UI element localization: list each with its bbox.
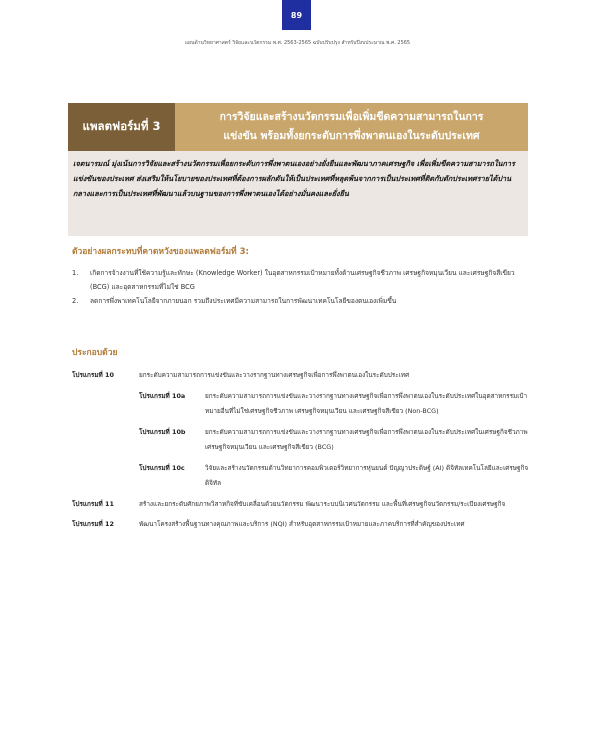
- intent-box: [68, 151, 528, 236]
- program-description: ยกระดับความสามารถการแข่งขันและวางรากฐานทางเศรษฐกิจเพื่อการพึ่งพาตนเองในระดับประเทศในอุตสาหกรรมเป้าหมายอื่นที่ไม่ใช่เศรษฐกิจชีวภาพ เศรษฐกิจหมุนเวียน และเศรษฐกิจสีเขียว (Non-BCG): [205, 391, 528, 415]
- sub-program-row: [72, 461, 532, 492]
- outcome-number: 2.: [72, 297, 79, 305]
- outcome-number: 1.: [72, 269, 79, 277]
- sub-program-row: [72, 425, 532, 456]
- outcome-list: [72, 266, 532, 308]
- program-description: ยกระดับความสามารถการแข่งขันและวางรากฐานทางเศรษฐกิจเพื่อการพึ่งพาตนเองในระดับประเทศในเศรษฐกิจชีวภาพ เศรษฐกิจหมุนเวียน และเศรษฐกิจสีเขียว (BCG): [205, 427, 528, 451]
- program-row: [72, 368, 532, 384]
- program-name: โปรแกรมที่ 10c: [139, 463, 185, 472]
- page-number-badge: [282, 0, 311, 30]
- program-name: โปรแกรมที่ 11: [72, 499, 114, 508]
- outcomes-heading: ตัวอย่างผลกระทบที่คาดหวังของแพลตฟอร์มที่ 3:: [72, 247, 249, 257]
- outcome-item: [72, 266, 532, 294]
- program-name: โปรแกรมที่ 10a: [139, 391, 186, 400]
- program-row: [72, 517, 532, 533]
- program-list: [72, 368, 532, 538]
- page-number: 89: [290, 10, 303, 20]
- program-name: โปรแกรมที่ 10: [72, 371, 114, 379]
- program-description: พัฒนาโครงสร้างพื้นฐานทางคุณภาพและบริการ (NQI) สำหรับอุตสาหกรรมเป้าหมายและภาคบริการที่สำคัญของประเทศ: [139, 520, 465, 528]
- program-description: สร้างและยกระดับศักยภาพวิสาหกิจที่ขับเคลื่อนด้วยนวัตกรรม พัฒนาระบบนิเวศนวัตกรรม และพื้นที่เศรษฐกิจนวัตกรรม/ระเบียงเศรษฐกิจ: [139, 499, 506, 508]
- intent-text: มุ่งเน้นการวิจัยและสร้างนวัตกรรมเพื่อยกระดับการพึ่งพาตนเองอย่างยั่งยืนและพัฒนาภาคเศรษฐกิจ เพื่อเพิ่มขีดความสามารถในการแข่งขันของประเทศ ส่งเสริมให้นโยบายของประเทศที่ต้องการผลักดันให้เป็นประเทศที่หลุดพ้นจากการเป็นประเทศที่ติดกับดักประเทศรายได้ปานกลางและการเป็นประเทศที่พัฒนาแล้วบนฐานของการพึ่งพาตนเองได้อย่างมั่นคงและยั่งยืน: [73, 159, 515, 198]
- sub-program-row: [72, 389, 532, 420]
- platform-banner: [68, 103, 528, 151]
- program-description: ยกระดับความสามารถการแข่งขันและวางรากฐานทางเศรษฐกิจเพื่อการพึ่งพาตนเองในระดับประเทศ: [139, 371, 410, 379]
- running-header: แผนด้านวิทยาศาสตร์ วิจัยและนวัตกรรม พ.ศ. 2563-2565 ฉบับปรับปรุง สำหรับปีงบประมาณ พ.ศ. 2565: [184, 40, 411, 46]
- outcome-item: [72, 294, 532, 308]
- components-heading: ประกอบด้วย: [72, 348, 118, 358]
- platform-title: [175, 103, 528, 151]
- program-row: [72, 497, 532, 513]
- outcome-text: เกิดการจ้างงานที่ใช้ความรู้และทักษะ (Knowledge Worker) ในอุตสาหกรรมเป้าหมายทั้งด้านเศรษฐกิจชีวภาพ เศรษฐกิจหมุนเวียน และเศรษฐกิจสีเขียว (BCG) และอุตสาหกรรมที่ไม่ใช่ BCG: [90, 269, 515, 291]
- outcome-text: ลดการพึ่งพาเทคโนโลยีจากภายนอก รวมถึงประเทศมีความสามารถในการพัฒนาเทคโนโลยีของตนเองเพิ่มขึ้น: [90, 297, 397, 305]
- intent-label: เจตนารมณ์: [73, 159, 110, 168]
- program-description: วิจัยและสร้างนวัตกรรมด้านวิทยาการคอมพิวเตอร์วิทยาการหุ่นยนต์ ปัญญาประดิษฐ์ (AI) ดิจิทัลเทคโนโลยีและเศรษฐกิจดิจิทัล: [205, 463, 529, 487]
- program-name: โปรแกรมที่ 10b: [139, 427, 186, 436]
- platform-title-line-2: แข่งขัน พร้อมทั้งยกระดับการพึ่งพาตนเองในระดับประเทศ: [223, 130, 480, 142]
- platform-title-line-1: การวิจัยและสร้างนวัตกรรมเพื่อเพิ่มขีดความสามารถในการ: [219, 111, 484, 123]
- program-name: โปรแกรมที่ 12: [72, 520, 114, 528]
- platform-label: แพลตฟอร์มที่ 3: [68, 103, 175, 151]
